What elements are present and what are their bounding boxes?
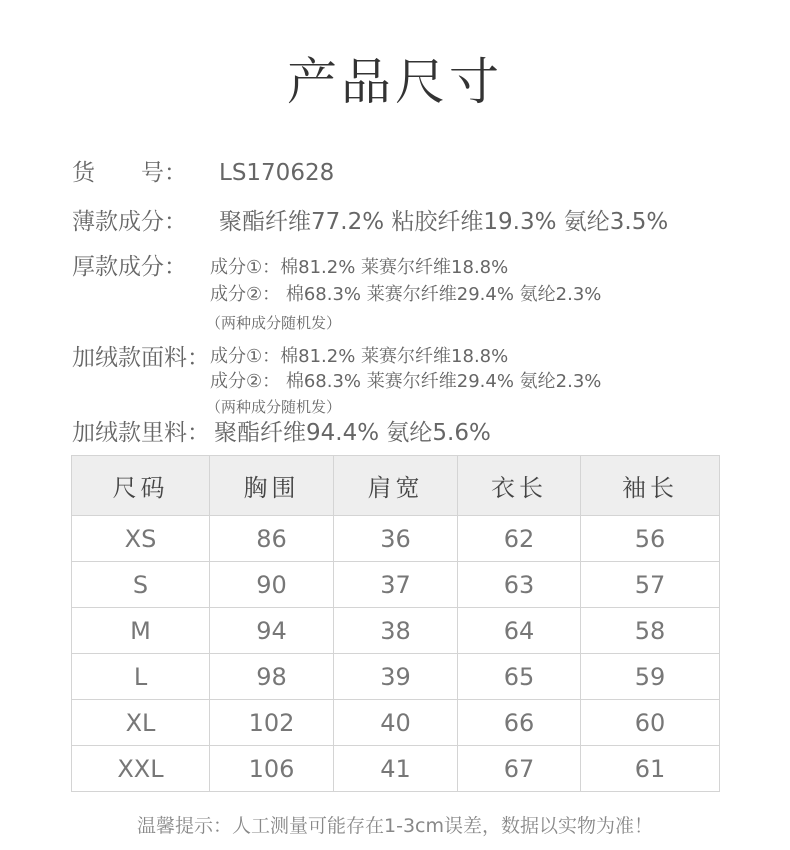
fleece-lining-value: 聚酯纤维94.4% 氨纶5.6% [214,420,491,446]
table-row [72,608,720,654]
thick-composition-option-2: 成分②： 棉68.3% 莱赛尔纤维29.4% 氨纶2.3% [210,284,602,305]
length-cell: 67 [458,746,581,792]
thick-composition-note: （两种成分随机发） [206,314,342,332]
fleece-outer-note: （两种成分随机发） [206,398,342,416]
size-cell: XS [72,516,210,562]
measurement-tip: 温馨提示：人工测量可能存在1-3cm误差，数据以实物为准！ [137,815,653,837]
page-title: 产品尺寸 [287,53,503,111]
sleeve-cell: 58 [581,608,720,654]
sleeve-cell: 56 [581,516,720,562]
thick-composition-option-1: 成分①：棉81.2% 莱赛尔纤维18.8% [210,257,509,278]
sleeve-cell: 60 [581,700,720,746]
length-cell: 62 [458,516,581,562]
thin-composition-label: 薄款成分： [72,209,187,235]
size-cell: XL [72,700,210,746]
size-table [71,455,720,792]
header-length: 衣长 [458,456,581,516]
thin-composition-value: 聚酯纤维77.2% 粘胶纤维19.3% 氨纶3.5% [219,209,669,235]
length-cell: 65 [458,654,581,700]
header-sleeve: 袖长 [581,456,720,516]
chest-cell: 106 [210,746,334,792]
fleece-outer-option-2: 成分②： 棉68.3% 莱赛尔纤维29.4% 氨纶2.3% [210,371,602,392]
shoulder-cell: 37 [334,562,458,608]
table-row [72,700,720,746]
header-shoulder: 肩宽 [334,456,458,516]
size-cell: XXL [72,746,210,792]
shoulder-cell: 41 [334,746,458,792]
table-row [72,562,720,608]
table-row [72,746,720,792]
shoulder-cell: 38 [334,608,458,654]
item-number-value: LS170628 [219,160,335,186]
shoulder-cell: 40 [334,700,458,746]
chest-cell: 98 [210,654,334,700]
table-row [72,516,720,562]
chest-cell: 94 [210,608,334,654]
chest-cell: 90 [210,562,334,608]
header-size: 尺码 [72,456,210,516]
fleece-lining-label: 加绒款里料： [72,420,210,446]
shoulder-cell: 36 [334,516,458,562]
sleeve-cell: 59 [581,654,720,700]
size-table-header-row [72,456,720,516]
chest-cell: 102 [210,700,334,746]
chest-cell: 86 [210,516,334,562]
fleece-outer-label: 加绒款面料： [72,345,210,371]
shoulder-cell: 39 [334,654,458,700]
size-cell: M [72,608,210,654]
table-row [72,654,720,700]
fleece-outer-option-1: 成分①：棉81.2% 莱赛尔纤维18.8% [210,346,509,367]
header-chest: 胸围 [210,456,334,516]
item-number-label: 货 号： [72,160,187,186]
length-cell: 63 [458,562,581,608]
length-cell: 64 [458,608,581,654]
thick-composition-label: 厚款成分： [72,254,187,280]
size-cell: L [72,654,210,700]
size-cell: S [72,562,210,608]
sleeve-cell: 57 [581,562,720,608]
sleeve-cell: 61 [581,746,720,792]
length-cell: 66 [458,700,581,746]
